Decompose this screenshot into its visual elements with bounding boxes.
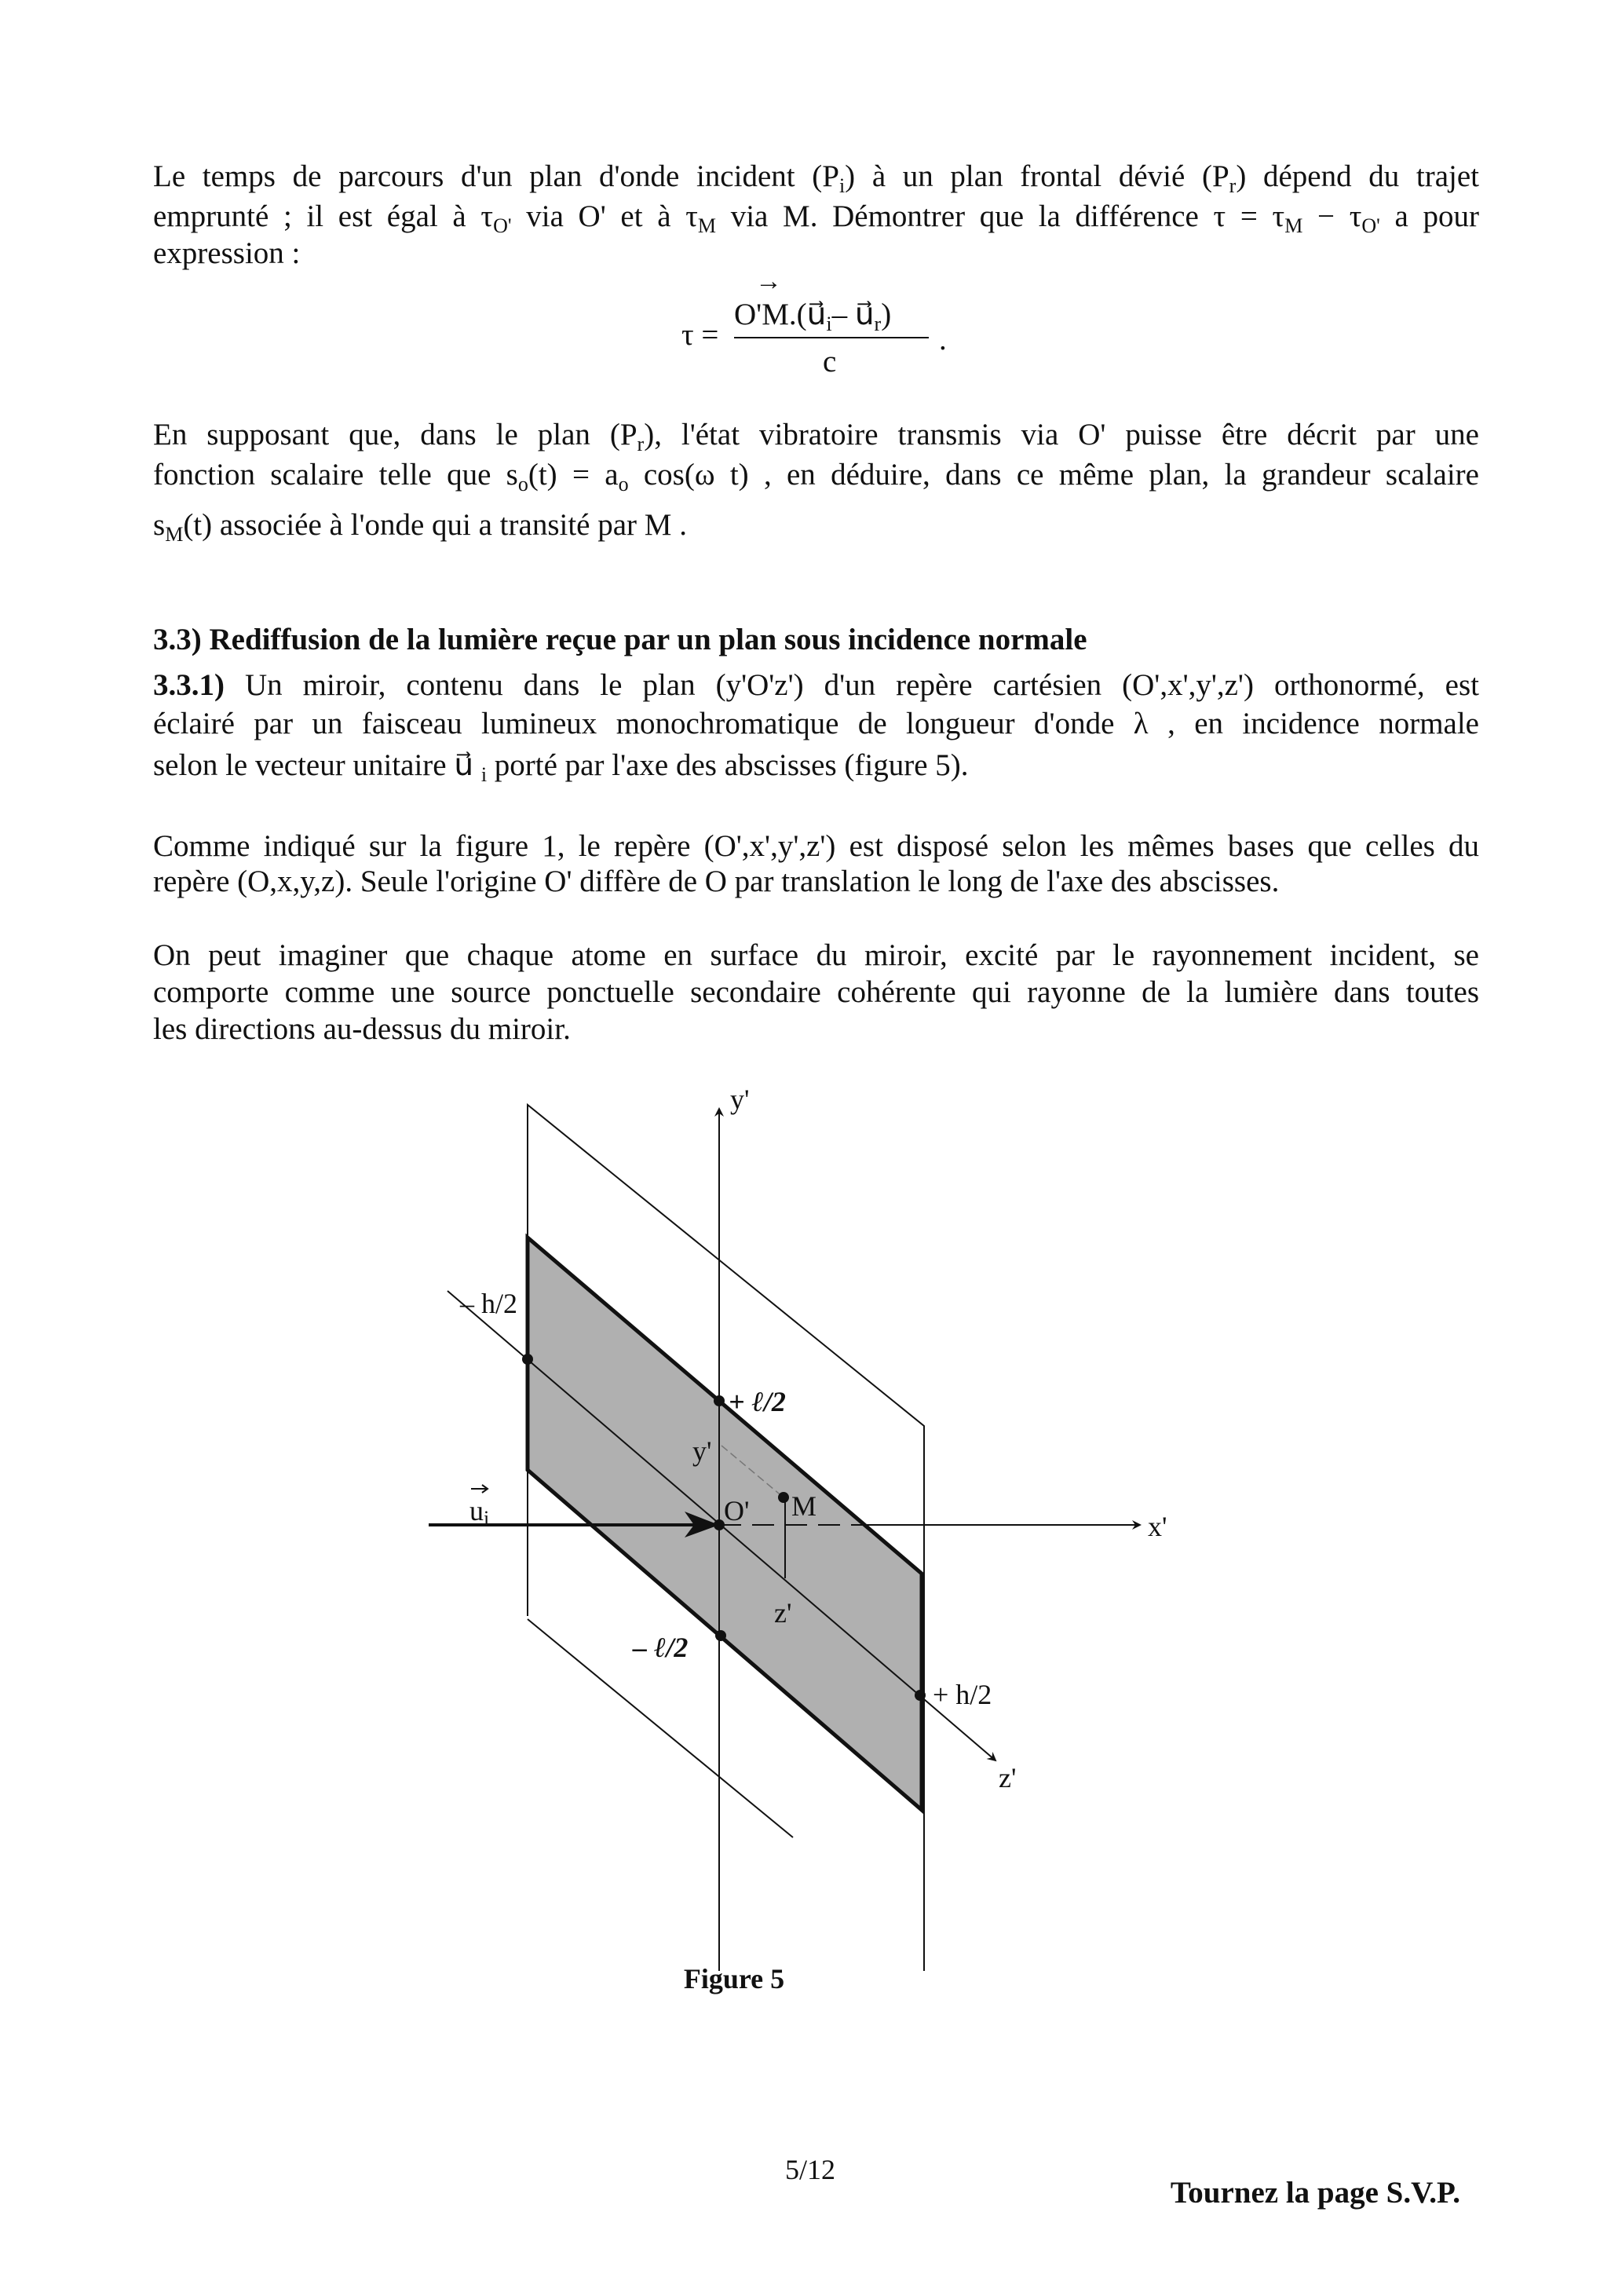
vector-arrow-icon: →: [755, 267, 782, 296]
point-m: [778, 1492, 789, 1503]
figure-caption: Figure 5: [683, 1963, 785, 1994]
label-plus-h2: + h/2: [933, 1679, 992, 1710]
text-segment: Comme indiqué sur la figure 1, le repère (O',x',y',z') est disposé selon les mêmes bases que celles du: [153, 829, 1479, 863]
subscript: M: [165, 523, 184, 546]
point-plus-h2: [915, 1690, 926, 1701]
formula-lhs: τ =: [681, 318, 719, 352]
text-segment: éclairé par un faisceau lumineux monochromatique de longueur d'onde λ , en incidence normale: [153, 707, 1479, 740]
u-letter: u: [469, 1495, 484, 1526]
label-minus-l2: – ℓ/2: [633, 1632, 689, 1663]
subscript: r: [637, 433, 645, 455]
text-segment: ) à un plan frontal dévié (P: [845, 159, 1229, 193]
text-segment: 3.3.1): [153, 668, 225, 702]
point-plus-l2: [714, 1395, 725, 1406]
numerator-part: ): [881, 298, 892, 331]
subscript: M: [1284, 214, 1303, 237]
formula-denominator: c: [823, 345, 837, 378]
subscript: O': [1361, 214, 1380, 237]
text-segment: En supposant que, dans le plan (P: [153, 418, 637, 452]
point-origin: [714, 1519, 725, 1530]
text-segment: emprunté ; il est égal à τ: [153, 199, 494, 233]
turn-page-note: Tournez la page S.V.P.: [1170, 2176, 1460, 2210]
text-segment: (t) associée à l'onde qui a transité par M .: [183, 508, 687, 542]
numerator-part: O'M.(u⃗: [734, 298, 827, 331]
label-x-axis: x': [1148, 1511, 1167, 1542]
label-z-axis: z': [999, 1762, 1017, 1793]
subscript: M: [697, 214, 717, 237]
text-segment: Un miroir, contenu dans le plan (y'O'z') d'un repère cartésien (O',x',y',z') orthonormé, est: [225, 668, 1479, 702]
u-subscript: i: [484, 1507, 490, 1530]
point-minus-l2: [715, 1630, 726, 1641]
text-segment: a pour: [1379, 199, 1479, 233]
label-plus-l2: + ℓ/2: [729, 1386, 786, 1417]
page-number: 5/12: [785, 2154, 836, 2185]
label-u-vector: [469, 1495, 489, 1530]
text-segment: comporte comme une source ponctuelle secondaire cohérente qui rayonne de la lumière dans toutes: [153, 975, 1479, 1009]
text-segment: (t) = a: [528, 458, 619, 492]
label-z-small: z': [774, 1597, 792, 1629]
text-segment: porté par l'axe des abscisses (figure 5).: [487, 748, 969, 782]
text-segment: − τ: [1302, 199, 1362, 233]
numerator-part: – u⃗: [831, 298, 875, 331]
text-segment: les directions au-dessus du miroir.: [153, 1012, 571, 1046]
point-minus-h2: [522, 1354, 533, 1365]
text-segment: On peut imaginer que chaque atome en surface du miroir, excité par le rayonnement incident, se: [153, 938, 1479, 972]
label-minus-h2: – h/2: [460, 1288, 518, 1319]
section-heading: 3.3) Rediffusion de la lumière reçue par un plan sous incidence normale: [153, 623, 1087, 656]
text-segment: ), l'état vibratoire transmis via O' puisse être décrit par une: [644, 418, 1479, 452]
text-segment: Le temps de parcours d'un plan d'onde incident (P: [153, 159, 839, 193]
numerator-sub: r: [874, 313, 882, 335]
text-segment: via O' et à τ: [511, 199, 698, 233]
text-segment: repère (O,x,y,z). Seule l'origine O' diffère de O par translation le long de l'axe des abscisses.: [153, 865, 1280, 898]
label-origin: O': [724, 1495, 750, 1526]
text-segment: fonction scalaire telle que s: [153, 458, 518, 492]
text-segment: expression :: [153, 236, 301, 270]
text-segment: cos(ω t) , en déduire, dans ce même plan, la grandeur scalaire: [628, 458, 1479, 492]
subscript: O': [493, 214, 512, 237]
text-segment: via M. Démontrer que la différence τ = τ: [716, 199, 1285, 233]
text-segment: ) dépend du trajet: [1236, 159, 1479, 193]
subscript: i: [838, 174, 846, 197]
vector-arrow-icon: [471, 1485, 488, 1493]
formula-end: .: [939, 323, 947, 356]
subscript: o: [618, 473, 629, 495]
text-segment: selon le vecteur unitaire u⃗: [153, 748, 481, 782]
numerator-sub: i: [826, 313, 832, 335]
label-y-small: y': [692, 1435, 712, 1467]
subscript: i: [480, 763, 488, 786]
subscript: r: [1229, 174, 1237, 197]
subscript: o: [517, 473, 528, 495]
text-segment: s: [153, 508, 166, 542]
label-y-axis: y': [730, 1084, 750, 1115]
label-m: M: [791, 1490, 817, 1522]
